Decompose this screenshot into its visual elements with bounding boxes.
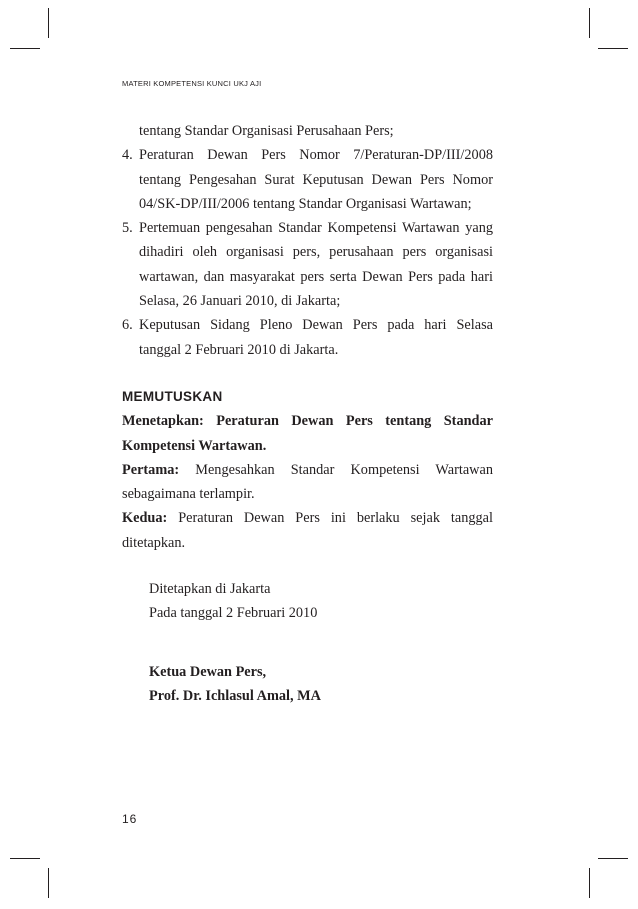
crop-mark (589, 8, 590, 38)
crop-mark (10, 48, 40, 49)
section-heading: MEMUTUSKAN (122, 388, 223, 404)
signature-date: Pada tanggal 2 Februari 2010 (149, 605, 318, 622)
list-item: 4. Peraturan Dewan Pers Nomor 7/Peraturan-DP/III/2008 tentang Pengesahan Surat Keputusan Dewan Pers Nomor 04/SK-DP/III/2006 tentang Standar Organisasi Wartawan; (122, 147, 493, 212)
menetapkan-paragraph: Menetapkan: Peraturan Dewan Pers tentang Standar Kompetensi Wartawan. (122, 413, 493, 454)
page-content (122, 119, 493, 708)
crop-mark (48, 8, 49, 38)
signature-place: Ditetapkan di Jakarta (149, 581, 271, 598)
list-item: 5. Pertemuan pengesahan Standar Kompetensi Wartawan yang dihadiri oleh organisasi pers, perusahaan pers organisasi wartawan, dan masyarakat pers serta Dewan Pers pada hari Selasa, 26 Januari 2010, di Jakarta; (122, 220, 493, 310)
signature-name: Prof. Dr. Ichlasul Amal, MA (149, 687, 321, 704)
list-item: 6. Keputusan Sidang Pleno Dewan Pers pada hari Selasa tanggal 2 Februari 2010 di Jakarta. (122, 317, 493, 358)
page-number: 16 (122, 812, 138, 826)
crop-mark (10, 858, 40, 859)
crop-mark (48, 868, 49, 898)
crop-mark (589, 868, 590, 898)
crop-mark (598, 858, 628, 859)
crop-mark (598, 48, 628, 49)
running-header: MATERI KOMPETENSI KUNCI UKJ AJI (122, 79, 262, 88)
signature-title: Ketua Dewan Pers, (149, 663, 267, 680)
pertama-paragraph: Pertama: Mengesahkan Standar Kompetensi Wartawan sebagaimana terlampir. (122, 461, 493, 503)
kedua-paragraph: Kedua: Peraturan Dewan Pers ini berlaku sejak tanggal ditetapkan. (122, 510, 493, 551)
list-item-continuation: tentang Standar Organisasi Perusahaan Pers; (139, 123, 394, 139)
